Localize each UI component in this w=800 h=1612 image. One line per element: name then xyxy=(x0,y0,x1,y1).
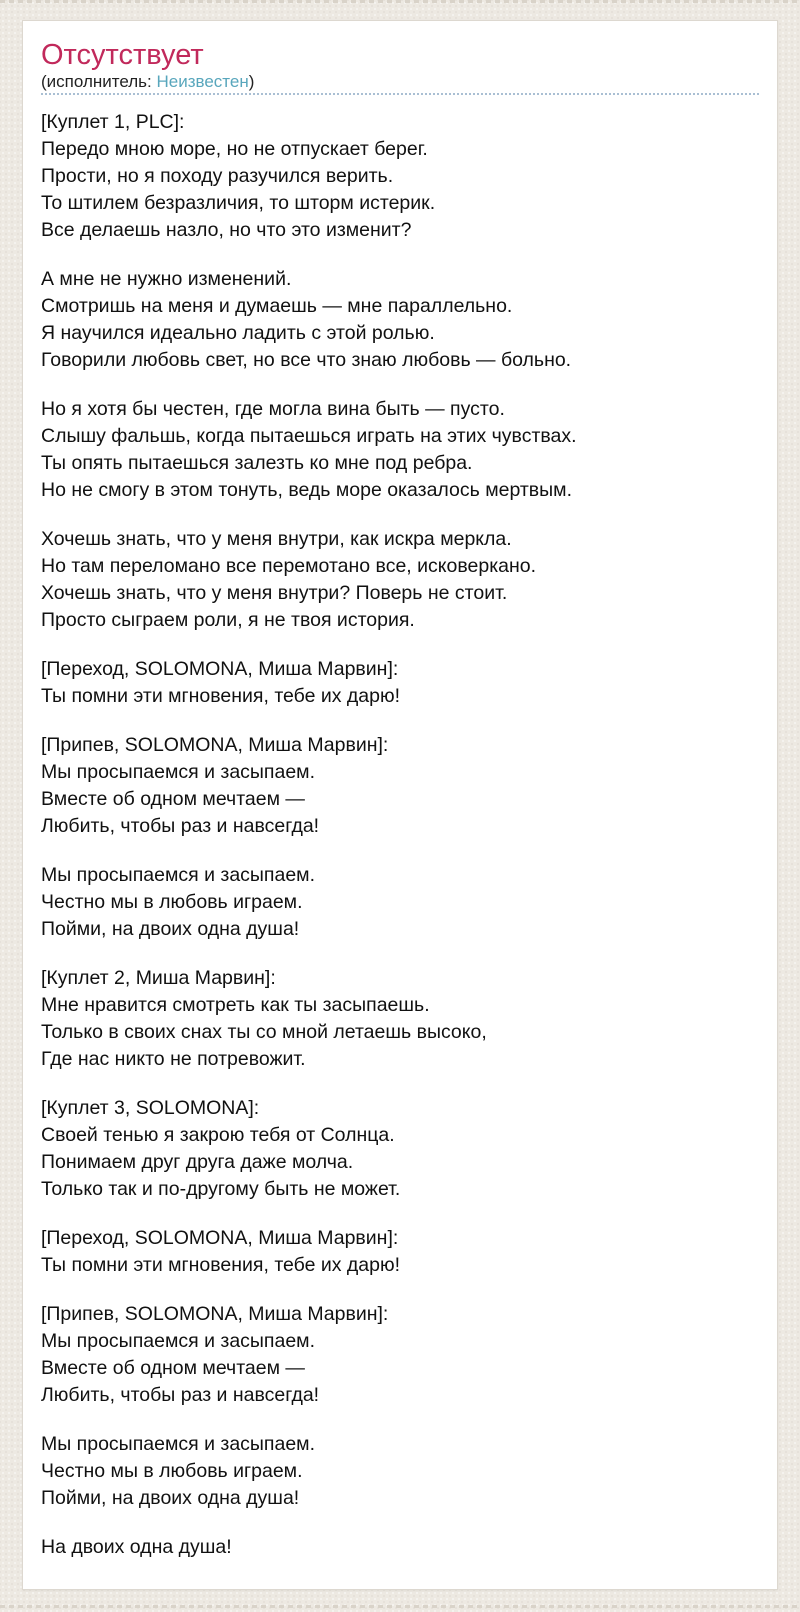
stitch-bottom-decoration xyxy=(0,1605,800,1608)
lyric-line: То штилем безразличия, то шторм истерик. xyxy=(41,192,436,214)
lyric-line: Мне нравится смотреть как ты засыпаешь. xyxy=(41,994,430,1016)
lyric-line: Любить, чтобы раз и навсегда! xyxy=(41,1384,320,1406)
lyric-line: Все делаешь назло, но что это изменит? xyxy=(41,219,412,241)
lyric-line: Говорили любовь свет, но все что знаю любовь — больно. xyxy=(41,349,572,371)
lyric-line: Где нас никто не потревожит. xyxy=(41,1048,306,1070)
lyric-line: [Переход, SOLOMONA, Миша Марвин]: xyxy=(41,1227,399,1249)
lyric-line: Прости, но я походу разучился верить. xyxy=(41,165,394,187)
stitch-top-decoration xyxy=(0,0,800,3)
lyric-line: Но там переломано все перемотано все, исковеркано. xyxy=(41,555,537,577)
lyrics-stanza xyxy=(41,1534,759,1561)
lyric-line: Смотришь на меня и думаешь — мне параллельно. xyxy=(41,295,513,317)
lyric-line: Просто сыграем роли, я не твоя история. xyxy=(41,609,415,631)
lyric-line: Только в своих снах ты со мной летаешь высоко, xyxy=(41,1021,487,1043)
lyric-line: Мы просыпаемся и засыпаем. xyxy=(41,864,316,886)
lyrics-stanza xyxy=(41,266,759,374)
lyrics-stanza xyxy=(41,396,759,504)
lyric-line: Мы просыпаемся и засыпаем. xyxy=(41,1433,316,1455)
lyric-line: Честно мы в любовь играем. xyxy=(41,1460,303,1482)
lyrics-stanza xyxy=(41,526,759,634)
lyric-line: [Переход, SOLOMONA, Миша Марвин]: xyxy=(41,658,399,680)
lyric-line: Вместе об одном мечтаем — xyxy=(41,788,305,810)
lyric-line: Передо мною море, но не отпускает берег. xyxy=(41,138,428,160)
lyric-line: Пойми, на двоих одна душа! xyxy=(41,1487,300,1509)
lyric-line: Ты опять пытаешься залезть ко мне под ребра. xyxy=(41,452,473,474)
lyrics-stanza xyxy=(41,732,759,840)
lyric-line: Хочешь знать, что у меня внутри? Поверь не стоит. xyxy=(41,582,508,604)
lyric-line: Ты помни эти мгновения, тебе их дарю! xyxy=(41,1254,401,1276)
lyric-line: [Куплет 2, Миша Марвин]: xyxy=(41,967,276,989)
lyric-line: А мне не нужно изменений. xyxy=(41,268,292,290)
lyric-line: Честно мы в любовь играем. xyxy=(41,891,303,913)
artist-link[interactable]: Неизвестен xyxy=(156,72,249,91)
lyrics-stanza xyxy=(41,109,759,244)
lyrics-stanza xyxy=(41,1225,759,1279)
lyric-line: [Куплет 3, SOLOMONA]: xyxy=(41,1097,260,1119)
artist-label-suffix: ) xyxy=(248,72,255,91)
lyric-line: Хочешь знать, что у меня внутри, как искра меркла. xyxy=(41,528,512,550)
lyrics-stanza xyxy=(41,1301,759,1409)
artist-line xyxy=(41,71,759,92)
lyric-line: Понимаем друг друга даже молча. xyxy=(41,1151,354,1173)
lyrics-stanza xyxy=(41,656,759,710)
lyric-line: Только так и по-другому быть не может. xyxy=(41,1178,401,1200)
lyric-line: [Куплет 1, PLC]: xyxy=(41,111,185,133)
lyrics-stanza xyxy=(41,1431,759,1512)
dotted-separator xyxy=(41,93,759,95)
lyric-line: Пойми, на двоих одна душа! xyxy=(41,918,300,940)
lyrics-stanza xyxy=(41,965,759,1073)
lyric-line: На двоих одна душа! xyxy=(41,1536,232,1558)
lyric-line: [Припев, SOLOMONA, Миша Марвин]: xyxy=(41,1303,389,1325)
lyrics-text xyxy=(41,109,759,1561)
lyric-line: Но не смогу в этом тонуть, ведь море оказалось мертвым. xyxy=(41,479,572,501)
song-title: Отсутствует xyxy=(41,39,204,71)
lyric-line: [Припев, SOLOMONA, Миша Марвин]: xyxy=(41,734,389,756)
lyrics-stanza xyxy=(41,1095,759,1203)
lyric-line: Своей тенью я закрою тебя от Солнца. xyxy=(41,1124,395,1146)
lyrics-card xyxy=(22,20,778,1590)
artist-label-prefix: (исполнитель: xyxy=(41,72,157,91)
lyric-line: Я научился идеально ладить с этой ролью. xyxy=(41,322,435,344)
lyrics-stanza xyxy=(41,862,759,943)
lyric-line: Слышу фальшь, когда пытаешься играть на этих чувствах. xyxy=(41,425,577,447)
lyric-line: Но я хотя бы честен, где могла вина быть — пусто. xyxy=(41,398,505,420)
lyric-line: Мы просыпаемся и засыпаем. xyxy=(41,761,316,783)
lyric-line: Ты помни эти мгновения, тебе их дарю! xyxy=(41,685,401,707)
lyric-line: Вместе об одном мечтаем — xyxy=(41,1357,305,1379)
lyric-line: Мы просыпаемся и засыпаем. xyxy=(41,1330,316,1352)
lyric-line: Любить, чтобы раз и навсегда! xyxy=(41,815,320,837)
